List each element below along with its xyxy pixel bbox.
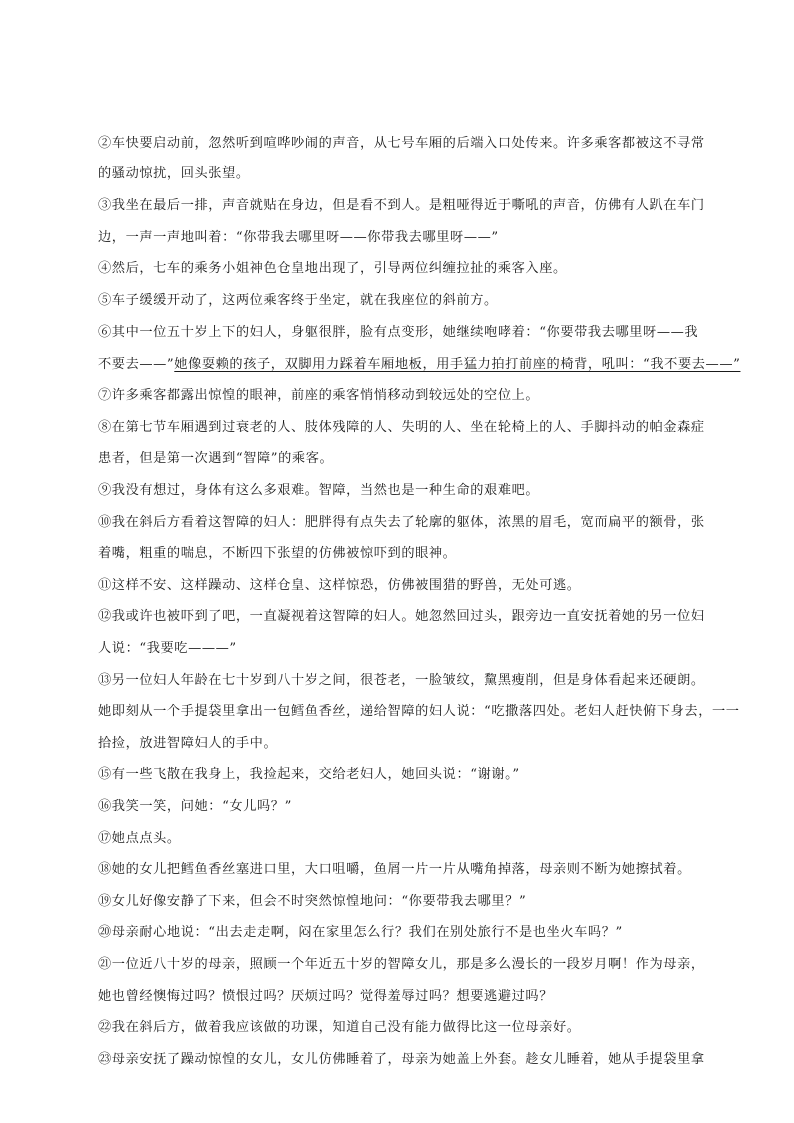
paragraph-3-line-1: ③我坐在最后一排，声音就贴在身边，但是看不到人。是粗哑得近于嘶吼的声音，仿佛有人趴在车门 bbox=[98, 198, 705, 213]
paragraph-8-line-2: 患者，但是第一次遇到“智障”的乘客。 bbox=[98, 451, 334, 466]
paragraph-12-line-2: 人说：“我要吃———” bbox=[98, 641, 237, 656]
paragraph-3-line-2: 边，一声一声地叫着：“你带我去哪里呀——你带我去哪里呀——” bbox=[98, 230, 499, 245]
paragraph-13-line-2: 她即刻从一个手提袋里拿出一包鳕鱼香丝，递给智障的妇人说：“吃撒落四处。老妇人赶快俯下身去，一一 bbox=[98, 704, 740, 719]
paragraph-23-line-1: ㉓母亲安抚了躁动惊惶的女儿，女儿仿佛睡着了，母亲为她盖上外套。趁女儿睡着，她从手提袋里拿 bbox=[98, 1052, 705, 1067]
paragraph-19: ⑲女儿好像安静了下来，但会不时突然惊惶地问：“你要带我去哪里？” bbox=[98, 894, 527, 909]
paragraph-2-line-2: 的骚动惊扰，回头张望。 bbox=[98, 166, 250, 181]
paragraph-16: ⑯我笑一笑，问她：“女儿吗？” bbox=[98, 799, 292, 814]
paragraph-11: ⑪这样不安、这样躁动、这样仓皇、这样惊恐，仿佛被围猎的野兽，无处可逃。 bbox=[98, 578, 581, 593]
paragraph-12-line-1: ⑫我或许也被吓到了吧，一直凝视着这智障的妇人。她忽然回过头，跟旁边一直安抚着她的另一位妇 bbox=[98, 609, 705, 624]
paragraph-6-underlined-sentence: 她像耍赖的孩子，双脚用力踩着车厢地板，用手猛力拍打前座的椅背，吼叫：“我不要去——” bbox=[174, 357, 741, 372]
paragraph-4: ④然后，七车的乘务小姐神色仓皇地出现了，引导两位纠缠拉扯的乘客入座。 bbox=[98, 261, 567, 276]
paragraph-13-line-1: ⑬另一位妇人年龄在七十岁到八十岁之间，很苍老，一脸皱纹，黧黑瘦削，但是身体看起来还硬朗。 bbox=[98, 673, 705, 688]
paragraph-8-line-1: ⑧在第七节车厢遇到过衰老的人、肢体残障的人、失明的人、坐在轮椅上的人、手脚抖动的帕金森症 bbox=[98, 420, 705, 435]
paragraph-13-line-3: 拾捡，放进智障妇人的手中。 bbox=[98, 736, 278, 751]
paragraph-21-line-1: ㉑一位近八十岁的母亲，照顾一个年近五十岁的智障女儿，那是多么漫长的一段岁月啊！作为母亲， bbox=[98, 957, 705, 972]
paragraph-18: ⑱她的女儿把鳕鱼香丝塞进口里，大口咀嚼，鱼屑一片一片从嘴角掉落，母亲则不断为她擦拭着。 bbox=[98, 862, 691, 877]
paragraph-6-line-2 bbox=[98, 353, 740, 372]
paragraph-5: ⑤车子缓缓开动了，这两位乘客终于坐定，就在我座位的斜前方。 bbox=[98, 293, 498, 308]
paragraph-17: ⑰她点点头。 bbox=[98, 831, 181, 846]
paragraph-10-line-1: ⑩我在斜后方看着这智障的妇人：肥胖得有点失去了轮廓的躯体，浓黑的眉毛，宽而扁平的额骨，张 bbox=[98, 515, 705, 530]
paragraph-20: ⑳母亲耐心地说：“出去走走啊，闷在家里怎么行？我们在别处旅行不是也坐火车吗？” bbox=[98, 925, 623, 940]
paragraph-2-line-1: ②车快要启动前，忽然听到喧哗吵闹的声音，从七号车厢的后端入口处传来。许多乘客都被这不寻常 bbox=[98, 136, 705, 151]
paragraph-6-line-2-start: 不要去——” bbox=[98, 357, 175, 372]
paragraph-6-line-1: ⑥其中一位五十岁上下的妇人，身躯很胖，脸有点变形，她继续咆哮着：“你要带我去哪里呀——我 bbox=[98, 325, 699, 340]
paragraph-7: ⑦许多乘客都露出惊惶的眼神，前座的乘客悄悄移动到较远处的空位上。 bbox=[98, 388, 540, 403]
paragraph-22: ㉒我在斜后方，做着我应该做的功课，知道自己没有能力做得比这一位母亲好。 bbox=[98, 1020, 581, 1035]
paragraph-10-line-2: 着嘴，粗重的喘息，不断四下张望的仿佛被惊吓到的眼神。 bbox=[98, 546, 457, 561]
paragraph-15: ⑮有一些飞散在我身上，我捡起来，交给老妇人，她回头说：“谢谢。” bbox=[98, 767, 520, 782]
paragraph-21-line-2: 她也曾经懊悔过吗？愤恨过吗？厌烦过吗？觉得羞辱过吗？想要逃避过吗？ bbox=[98, 989, 553, 1004]
paragraph-9: ⑨我没有想过，身体有这么多艰难。智障，当然也是一种生命的艰难吧。 bbox=[98, 483, 540, 498]
